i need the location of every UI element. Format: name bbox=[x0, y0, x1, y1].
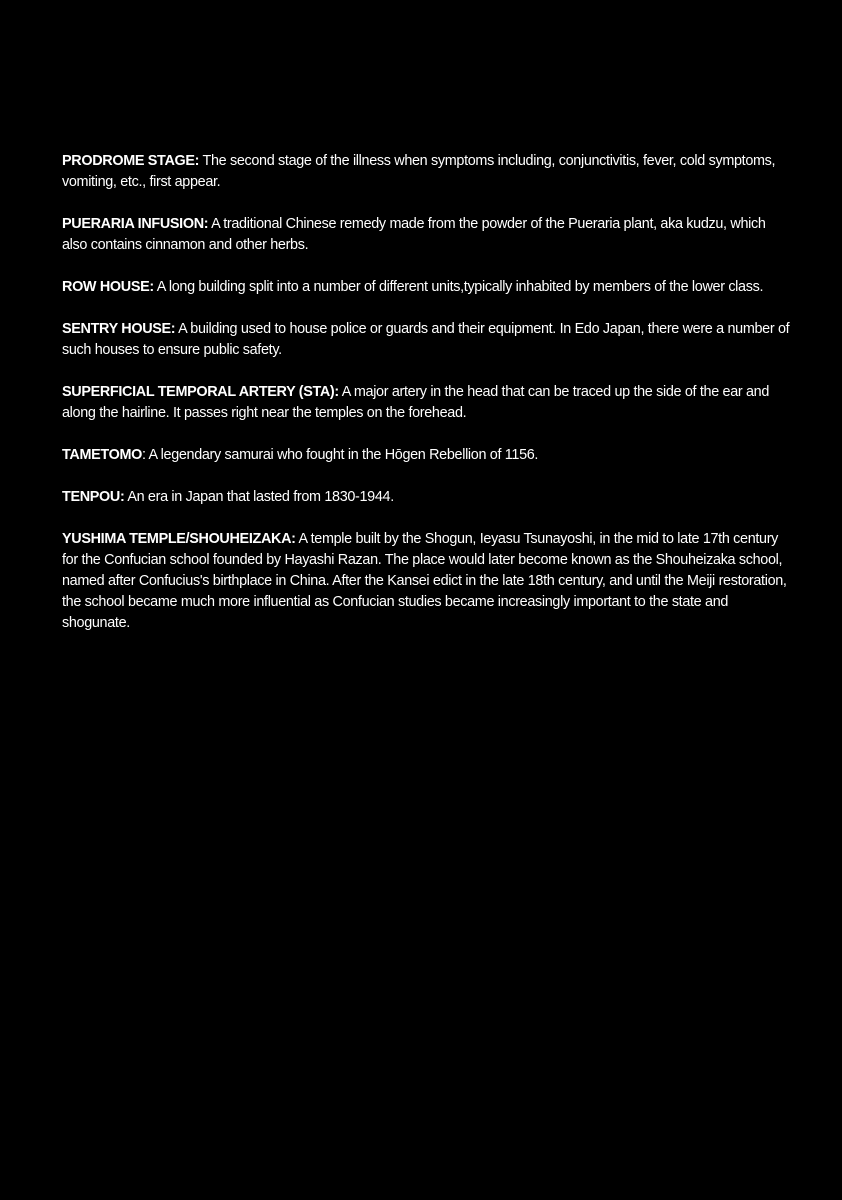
glossary-term: SENTRY HOUSE: bbox=[62, 320, 176, 337]
glossary-entry-superficial-temporal-artery bbox=[62, 381, 790, 423]
glossary-definition: An era in Japan that lasted from 1830-1944. bbox=[124, 488, 394, 505]
glossary-definition: A building used to house police or guards and their equipment. In Edo Japan, there were a number of such houses to ensure public safety. bbox=[62, 320, 790, 358]
glossary-entry-sentry-house bbox=[62, 318, 790, 360]
glossary-term: TENPOU: bbox=[62, 488, 125, 505]
glossary-entry-prodrome-stage bbox=[62, 150, 790, 192]
glossary-definition: : A legendary samurai who fought in the Hōgen Rebellion of 1156. bbox=[141, 446, 539, 463]
glossary-definition: The second stage of the illness when symptoms including, conjunctivitis, fever, cold symptoms, vomiting, etc., first appear. bbox=[62, 152, 776, 190]
glossary-definition: A major artery in the head that can be traced up the side of the ear and along the hairline. It passes right near the temples on the forehead. bbox=[62, 383, 770, 421]
glossary-entry-tenpou bbox=[62, 486, 790, 507]
glossary-term: PRODROME STAGE: bbox=[62, 152, 200, 169]
glossary-definition: A temple built by the Shogun, Ieyasu Tsunayoshi, in the mid to late 17th century for the Confucian school founded by Hayashi Razan. The place would later become known as the Shouheizaka school, named after Confucius's birthplace in China. After the Kansei edict in the late 18th century, and until the Meiji restoration, the school became much more influential as Confucian studies became increasingly important to the state and shogunate. bbox=[62, 530, 787, 631]
glossary-entry-tametomo bbox=[62, 444, 790, 465]
glossary-term: TAMETOMO bbox=[62, 446, 142, 463]
glossary-term: SUPERFICIAL TEMPORAL ARTERY (STA): bbox=[62, 383, 339, 400]
glossary bbox=[62, 150, 790, 654]
glossary-entry-row-house bbox=[62, 276, 790, 297]
glossary-term: YUSHIMA TEMPLE/SHOUHEIZAKA: bbox=[62, 530, 296, 547]
glossary-definition: A long building split into a number of different units,typically inhabited by members of the lower class. bbox=[153, 278, 764, 295]
glossary-entry-yushima-temple bbox=[62, 528, 790, 633]
glossary-entry-pueraria-infusion bbox=[62, 213, 790, 255]
glossary-term: ROW HOUSE: bbox=[62, 278, 154, 295]
glossary-definition: A traditional Chinese remedy made from the powder of the Pueraria plant, aka kudzu, which also contains cinnamon and other herbs. bbox=[62, 215, 766, 253]
glossary-term: PUERARIA INFUSION: bbox=[62, 215, 209, 232]
